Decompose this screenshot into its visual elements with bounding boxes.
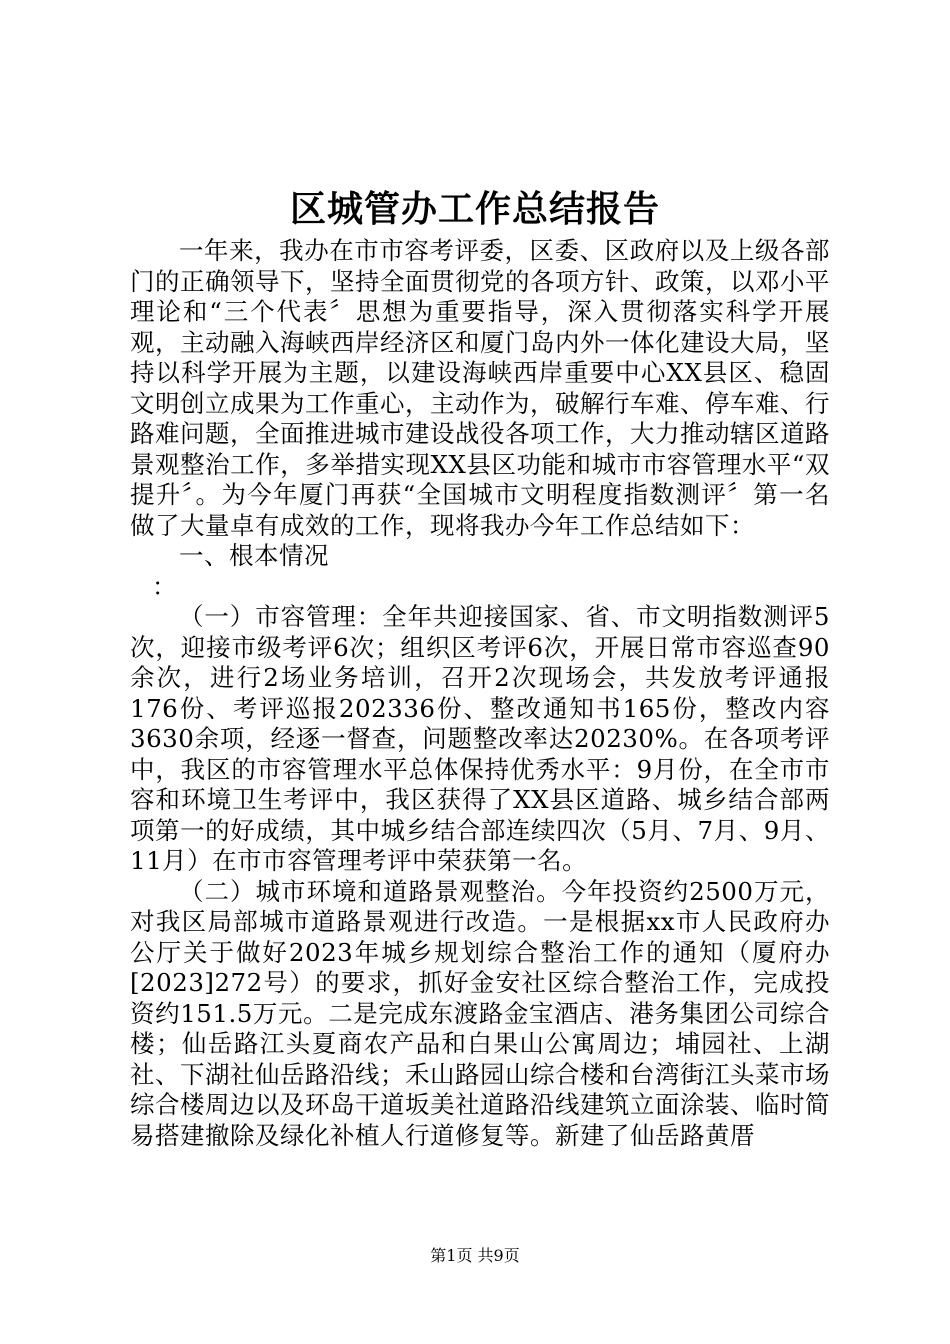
colon-line: ： [152,571,178,601]
document-title: 区城管办工作总结报告 [289,188,660,230]
section-paragraph-1: （一）市容管理：全年共迎接国家、省、市文明指数测评5次，迎接市级考评6次；组织区考评6次，开展日常市容巡查90余次，进行2场业务培训，召开2次现场会，共发放考评通报176份、考评巡报202336份、整改通知书165份，整改内容3630余项，经逐一督查，问题整改率达20230%。在各项考评中，我区的市容管理水平总体保持优秀水平：9月份，在全市市容和环境卫生考评中，我区获得了XX县区道路、城乡结合部两项第一的好成绩，其中城乡结合部连续四次（5月、7月、9月、11月）在市市容管理考评中荣获第一名。 [130,602,830,875]
page-footer: 第1页 共9页 [430,1246,520,1265]
section-paragraph-2: （二）城市环境和道路景观整治。今年投资约2500万元，对我区局部城市道路景观进行改造。一是根据xx市人民政府办公厅关于做好2023年城乡规划综合整治工作的通知（厦府办[2023]272号）的要求，抓好金安社区综合整治工作，完成投资约151.5万元。二是完成东渡路金宝酒店、港务集团公司综合楼；仙岳路江头夏商农产品和白果山公寓周边；埔园社、上湖社、下湖社仙岳路沿线；禾山路园山综合楼和台湾街江头菜市场综合楼周边以及环岛干道坂美社道路沿线建筑立面涂装、临时简易搭建撤除及绿化补植人行道修复等。新建了仙岳路黄厝 [130,876,830,1150]
section-heading: 一、根本情况 [179,541,329,570]
document-body [130,236,830,1151]
intro-paragraph: 一年来，我办在市市容考评委，区委、区政府以及上级各部门的正确领导下，坚持全面贯彻党的各项方针、政策，以邓小平理论和“三个代表〞思想为重要指导，深入贯彻落实科学开展观，主动融入海峡西岸经济区和厦门岛内外一体化建设大局，坚持以科学开展为主题，以建设海峡西岸重要中心XX县区、稳固文明创立成果为工作重心，主动作为，破解行车难、停车难、行路难问题，全面推进城市建设战役各项工作，大力推动辖区道路景观整治工作，多举措实现XX县区功能和城市市容管理水平“双提升〞。为今年厦门再获“全国城市文明程度指数测评〞第一名做了大量卓有成效的工作，现将我办今年工作总结如下： [130,236,830,540]
